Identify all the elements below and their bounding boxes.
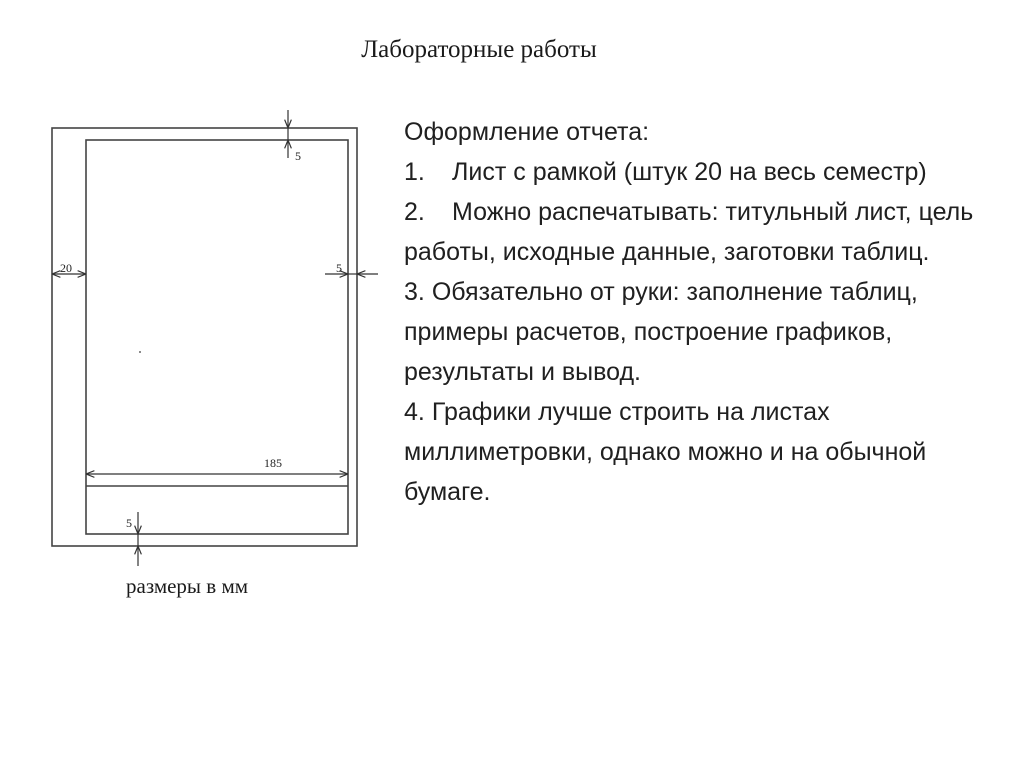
diagram-caption: размеры в мм <box>126 574 249 598</box>
bottom-margin-dimension <box>126 512 138 566</box>
instruction-text: Лист с рамкой (штук 20 на весь семестр) <box>452 158 927 186</box>
left-margin-label: 20 <box>60 261 72 275</box>
right-margin-label: 5 <box>336 261 342 275</box>
slide-title: Лабораторные работы <box>361 36 597 63</box>
instruction-item <box>404 192 994 272</box>
instruction-number: 4. <box>404 398 425 426</box>
frame-width-label: 185 <box>264 456 282 470</box>
left-margin-dimension <box>52 261 86 275</box>
instruction-item <box>404 272 994 392</box>
scan-dot <box>139 351 141 353</box>
instruction-number: 3. <box>404 278 425 306</box>
bottom-margin-label: 5 <box>126 516 132 530</box>
report-instructions <box>404 112 994 512</box>
instruction-text: Можно распечатывать: титульный лист, цель работы, исходные данные, заготовки таблиц. <box>404 198 974 266</box>
top-margin-label: 5 <box>295 149 301 163</box>
instruction-number: 1. <box>404 158 425 186</box>
inner-frame <box>86 140 348 534</box>
instruction-item <box>404 152 994 192</box>
right-margin-dimension <box>325 261 378 275</box>
sheet-outline <box>52 128 357 546</box>
instructions-heading: Оформление отчета: <box>404 118 650 146</box>
frame-width-dimension <box>86 456 348 474</box>
instruction-text: Графики лучше строить на листах миллиметровки, однако можно и на обычной бумаге. <box>404 398 927 506</box>
instruction-text: Обязательно от руки: заполнение таблиц, примеры расчетов, построение графиков, результаты и вывод. <box>404 278 918 386</box>
instruction-item <box>404 392 994 512</box>
instruction-number: 2. <box>404 198 425 226</box>
frame-diagram <box>0 0 400 600</box>
top-margin-dimension <box>288 110 301 163</box>
